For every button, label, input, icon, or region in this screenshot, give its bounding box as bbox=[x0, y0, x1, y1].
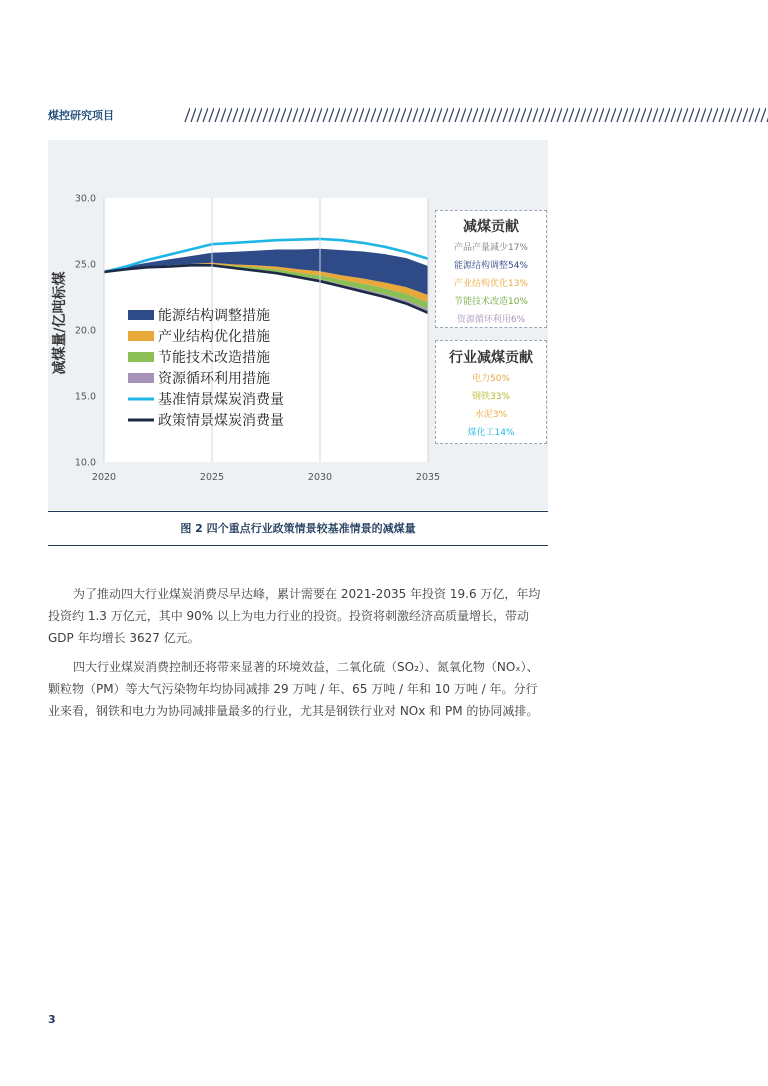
legend-swatch bbox=[128, 352, 154, 362]
caption-top-rule bbox=[48, 511, 548, 512]
sector-item: 钢铁33% bbox=[471, 392, 510, 402]
caption-bottom-rule bbox=[48, 545, 548, 546]
legend-label: 基准情景煤炭消费量 bbox=[158, 392, 284, 408]
sector-item: 水泥3% bbox=[474, 410, 508, 420]
legend-swatch bbox=[128, 373, 154, 383]
legend-label: 资源循环利用措施 bbox=[158, 371, 270, 387]
page-header bbox=[48, 106, 720, 126]
body-paragraph: 为了推动四大行业煤炭消费尽早达峰，累计需要在 2021-2035 年投资 19.6 万亿，年均投资约 1.3 万亿元，其中 90% 以上为电力行业的投资。投资将刺激经济高质量增长，带动 GDP 年均增长 3627 亿元。 bbox=[48, 587, 541, 645]
y-axis-label: 减煤量/亿吨标煤 bbox=[52, 271, 68, 375]
sector-box bbox=[435, 340, 547, 444]
legend-label: 节能技术改造措施 bbox=[158, 350, 270, 366]
legend-swatch bbox=[128, 310, 154, 320]
y-tick-label: 30.0 bbox=[74, 193, 96, 205]
figure-caption: 图 2 四个重点行业政策情景较基准情景的减煤量 bbox=[180, 522, 416, 535]
x-tick-label: 2020 bbox=[91, 472, 117, 483]
legend-swatch bbox=[128, 331, 154, 341]
header-title: 煤控研究项目 bbox=[48, 109, 114, 122]
sector-box-title: 行业减煤贡献 bbox=[449, 350, 533, 366]
x-tick-label: 2035 bbox=[415, 472, 441, 483]
y-tick-label: 10.0 bbox=[74, 457, 96, 469]
y-tick-label: 20.0 bbox=[74, 325, 96, 337]
x-tick-label: 2030 bbox=[307, 472, 333, 483]
contribution-box-title: 减煤贡献 bbox=[463, 219, 519, 235]
contribution-item: 资源循环利用6% bbox=[456, 315, 526, 325]
sector-item: 电力50% bbox=[471, 374, 510, 384]
legend-label: 能源结构调整措施 bbox=[158, 308, 270, 324]
contribution-item: 节能技术改造10% bbox=[453, 297, 528, 307]
figure bbox=[48, 140, 548, 510]
legend-label: 政策情景煤炭消费量 bbox=[158, 413, 284, 429]
sector-item: 煤化工14% bbox=[467, 428, 515, 438]
legend-label: 产业结构优化措施 bbox=[158, 329, 270, 345]
contribution-item: 产业结构优化13% bbox=[453, 279, 528, 289]
page-number: 3 bbox=[48, 1013, 56, 1026]
body-paragraph: 四大行业煤炭消费控制还将带来显著的环境效益，二氧化硫（SO₂）、氮氧化物（NOₓ）、颗粒物（PM）等大气污染物年均协同减排 29 万吨 / 年、65 万吨 / 年和 10 万吨 / 年。分行业来看，钢铁和电力为协同减排量最多的行业，尤其是钢铁行业对 NOx 和 PM 的协同减排。 bbox=[48, 660, 539, 718]
y-tick-label: 15.0 bbox=[74, 391, 96, 403]
contribution-item: 能源结构调整54% bbox=[453, 261, 528, 271]
y-tick-label: 25.0 bbox=[74, 259, 96, 271]
contribution-box bbox=[435, 210, 547, 328]
contribution-item: 产品产量减少17% bbox=[453, 243, 528, 253]
x-tick-label: 2025 bbox=[199, 472, 225, 483]
header-stripe-decoration bbox=[184, 106, 768, 124]
